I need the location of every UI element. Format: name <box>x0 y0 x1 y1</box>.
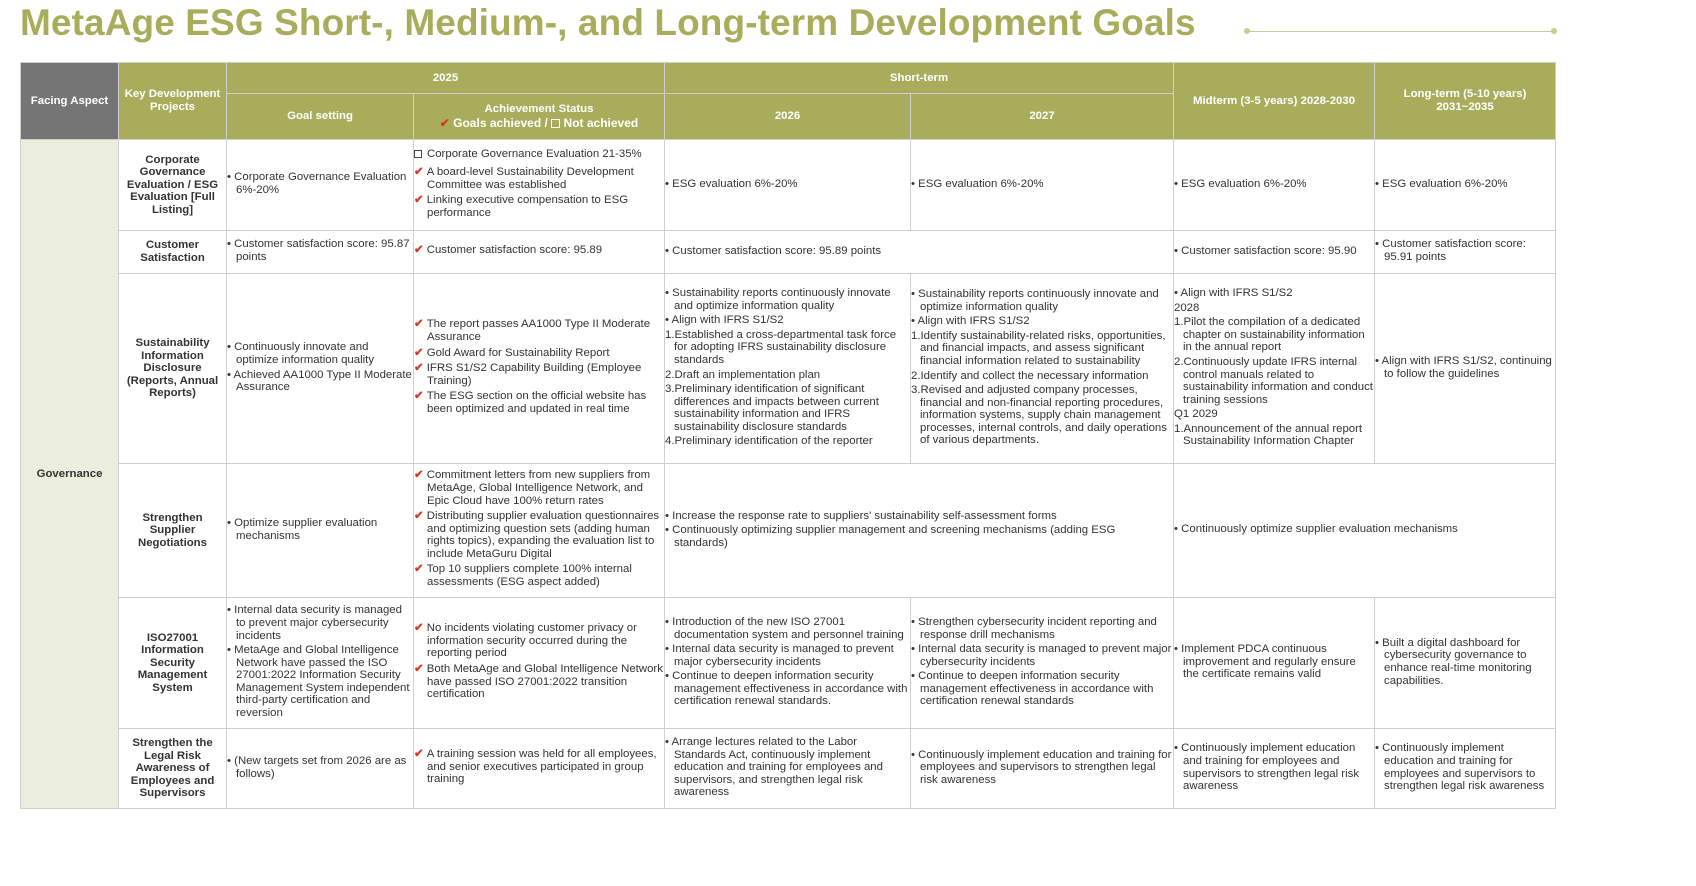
cell-midterm: • ESG evaluation 6%-20% <box>1174 140 1375 231</box>
cell-long-term: • ESG evaluation 6%-20% <box>1375 140 1556 231</box>
cell-short-term: • Customer satisfaction score: 95.89 points <box>665 231 1174 274</box>
title-decoration-line <box>1247 31 1554 32</box>
goal-cell: • Internal data security is managed to prevent major cybersecurity incidents • MetaAge and Global Intelligence Network have passed the ISO 27001:2022 Information Security Management System independent third-party certification and reversion <box>227 598 414 729</box>
table-row <box>21 729 1556 809</box>
cell-short-term: • Increase the response rate to suppliers' sustainability self-assessment forms • Continuously optimizing supplier management and screening mechanisms (adding ESG standards) <box>665 464 1174 598</box>
page-title: MetaAge ESG Short-, Medium-, and Long-term Development Goals <box>20 2 1196 43</box>
header-facing-aspect: Facing Aspect <box>21 63 119 140</box>
achievement-status-label: Achievement Status <box>484 102 594 115</box>
cell-2026: • Sustainability reports continuously innovate and optimize information quality • Align with IFRS S1/S2 1.Established a cross-departmental task force for adopting IFRS sustainability disclosure standards 2.Draft an implementation plan 3.Preliminary identification of significant differences and impacts between current sustainability information and IFRS sustainability disclosure standards 4.Preliminary identification of the reporter <box>665 274 911 464</box>
goal-cell: • (New targets set from 2026 are as follows) <box>227 729 414 809</box>
header-achievement-status <box>414 94 665 140</box>
table-row <box>21 464 1556 598</box>
title-bar <box>20 0 1560 52</box>
header-short-term: Short-term <box>665 63 1174 94</box>
project-cell: Corporate Governance Evaluation / ESG Evaluation [Full Listing] <box>119 140 227 231</box>
project-cell: Customer Satisfaction <box>119 231 227 274</box>
achievement-cell: Corporate Governance Evaluation 21-35% ✔ A board-level Sustainability Development Committee was established ✔ Linking executive compensation to ESG performance <box>414 140 665 231</box>
header-key-projects: Key Development Projects <box>119 63 227 140</box>
cell-long-term: • Customer satisfaction score: 95.91 points <box>1375 231 1556 274</box>
header-row-1 <box>21 63 1556 94</box>
achievement-cell: ✔ The report passes AA1000 Type II Moderate Assurance ✔ Gold Award for Sustainability Report ✔ IFRS S1/S2 Capability Building (Employee Training) ✔ The ESG section on the official website has been optimized and updated in real time <box>414 274 665 464</box>
table-row <box>21 598 1556 729</box>
table-row <box>21 231 1556 274</box>
cell-midterm: • Customer satisfaction score: 95.90 <box>1174 231 1375 274</box>
cell-long-term: • Align with IFRS S1/S2, continuing to follow the guidelines <box>1375 274 1556 464</box>
cell-2027: • Continuously implement education and training for employees and supervisors to strengthen legal risk awareness <box>911 729 1174 809</box>
header-midterm: Midterm (3-5 years) 2028-2030 <box>1174 63 1375 140</box>
facing-aspect-cell: Governance <box>21 140 119 809</box>
header-2027: 2027 <box>911 94 1174 140</box>
cell-midterm: • Continuously implement education and training for employees and supervisors to strengthen legal risk awareness <box>1174 729 1375 809</box>
cell-2026: • Introduction of the new ISO 27001 documentation system and personnel training • Internal data security is managed to prevent major cybersecurity incidents • Continue to deepen information security management effectiveness in accordance with certification renewal standards. <box>665 598 911 729</box>
goal-cell: • Optimize supplier evaluation mechanisms <box>227 464 414 598</box>
achievement-cell: ✔ A training session was held for all employees, and senior executives participated in group training <box>414 729 665 809</box>
header-long-term: Long-term (5-10 years) 2031~2035 <box>1375 63 1556 140</box>
goals-table <box>20 62 1556 809</box>
legend-not-achieved: Not achieved <box>563 116 639 131</box>
cell-midterm: • Implement PDCA continuous improvement and regularly ensure the certificate remains valid <box>1174 598 1375 729</box>
goal-cell: • Continuously innovate and optimize information quality • Achieved AA1000 Type II Moderate Assurance <box>227 274 414 464</box>
checkbox-empty-icon <box>551 119 560 128</box>
header-2026: 2026 <box>665 94 911 140</box>
cell-2026: • Arrange lectures related to the Labor Standards Act, continuously implement education and training for employees and supervisors, and strengthen legal risk awareness <box>665 729 911 809</box>
achievement-legend <box>414 116 664 130</box>
header-2025: 2025 <box>227 63 665 94</box>
check-icon: ✔ <box>439 116 450 131</box>
cell-long-term: • Built a digital dashboard for cybersecurity governance to enhance real-time monitoring capabilities. <box>1375 598 1556 729</box>
legend-achieved: Goals achieved / <box>453 116 548 131</box>
achievement-cell: ✔ No incidents violating customer privacy or information security occurred during the reporting period ✔ Both MetaAge and Global Intelligence Network have passed ISO 27001:2022 transition certification <box>414 598 665 729</box>
cell-2027: • Sustainability reports continuously innovate and optimize information quality • Align with IFRS S1/S2 1.Identify sustainability-related risks, opportunities, and financial impacts, and assess significant financial information related to sustainability 2.Identify and collect the necessary information 3.Revised and adjusted company processes, financial and non-financial reporting procedures, information systems, supply chain management processes, internal controls, and daily operations of various departments. <box>911 274 1174 464</box>
table-row <box>21 274 1556 464</box>
achievement-cell: ✔ Commitment letters from new suppliers from MetaAge, Global Intelligence Network, and Epic Cloud have 100% return rates ✔ Distributing supplier evaluation questionnaires and optimizing question sets (adding human rights topics), expanding the evaluation list to include MetaGuru Digital ✔ Top 10 suppliers complete 100% internal assessments (ESG aspect added) <box>414 464 665 598</box>
project-cell: Strengthen Supplier Negotiations <box>119 464 227 598</box>
goal-cell: • Customer satisfaction score: 95.87 points <box>227 231 414 274</box>
table-row <box>21 140 1556 231</box>
goal-cell: • Corporate Governance Evaluation 6%-20% <box>227 140 414 231</box>
project-cell: Sustainability Information Disclosure (Reports, Annual Reports) <box>119 274 227 464</box>
project-cell: Strengthen the Legal Risk Awareness of Employees and Supervisors <box>119 729 227 809</box>
cell-mid-long-term: • Continuously optimize supplier evaluation mechanisms <box>1174 464 1556 598</box>
cell-long-term: • Continuously implement education and training for employees and supervisors to strengthen legal risk awareness <box>1375 729 1556 809</box>
cell-2027: • ESG evaluation 6%-20% <box>911 140 1174 231</box>
header-goal-setting: Goal setting <box>227 94 414 140</box>
achievement-cell: ✔ Customer satisfaction score: 95.89 <box>414 231 665 274</box>
cell-2026: • ESG evaluation 6%-20% <box>665 140 911 231</box>
project-cell: ISO27001 Information Security Management System <box>119 598 227 729</box>
cell-2027: • Strengthen cybersecurity incident reporting and response drill mechanisms • Internal data security is managed to prevent major cybersecurity incidents • Continue to deepen information security management effectiveness in accordance with certification renewal standards <box>911 598 1174 729</box>
cell-midterm: • Align with IFRS S1/S2 2028 1.Pilot the compilation of a dedicated chapter on sustainability information in the annual report 2.Continuously update IFRS internal control manuals related to sustainability information and conduct training sessions Q1 2029 1.Announcement of the annual report Sustainability Information Chapter <box>1174 274 1375 464</box>
